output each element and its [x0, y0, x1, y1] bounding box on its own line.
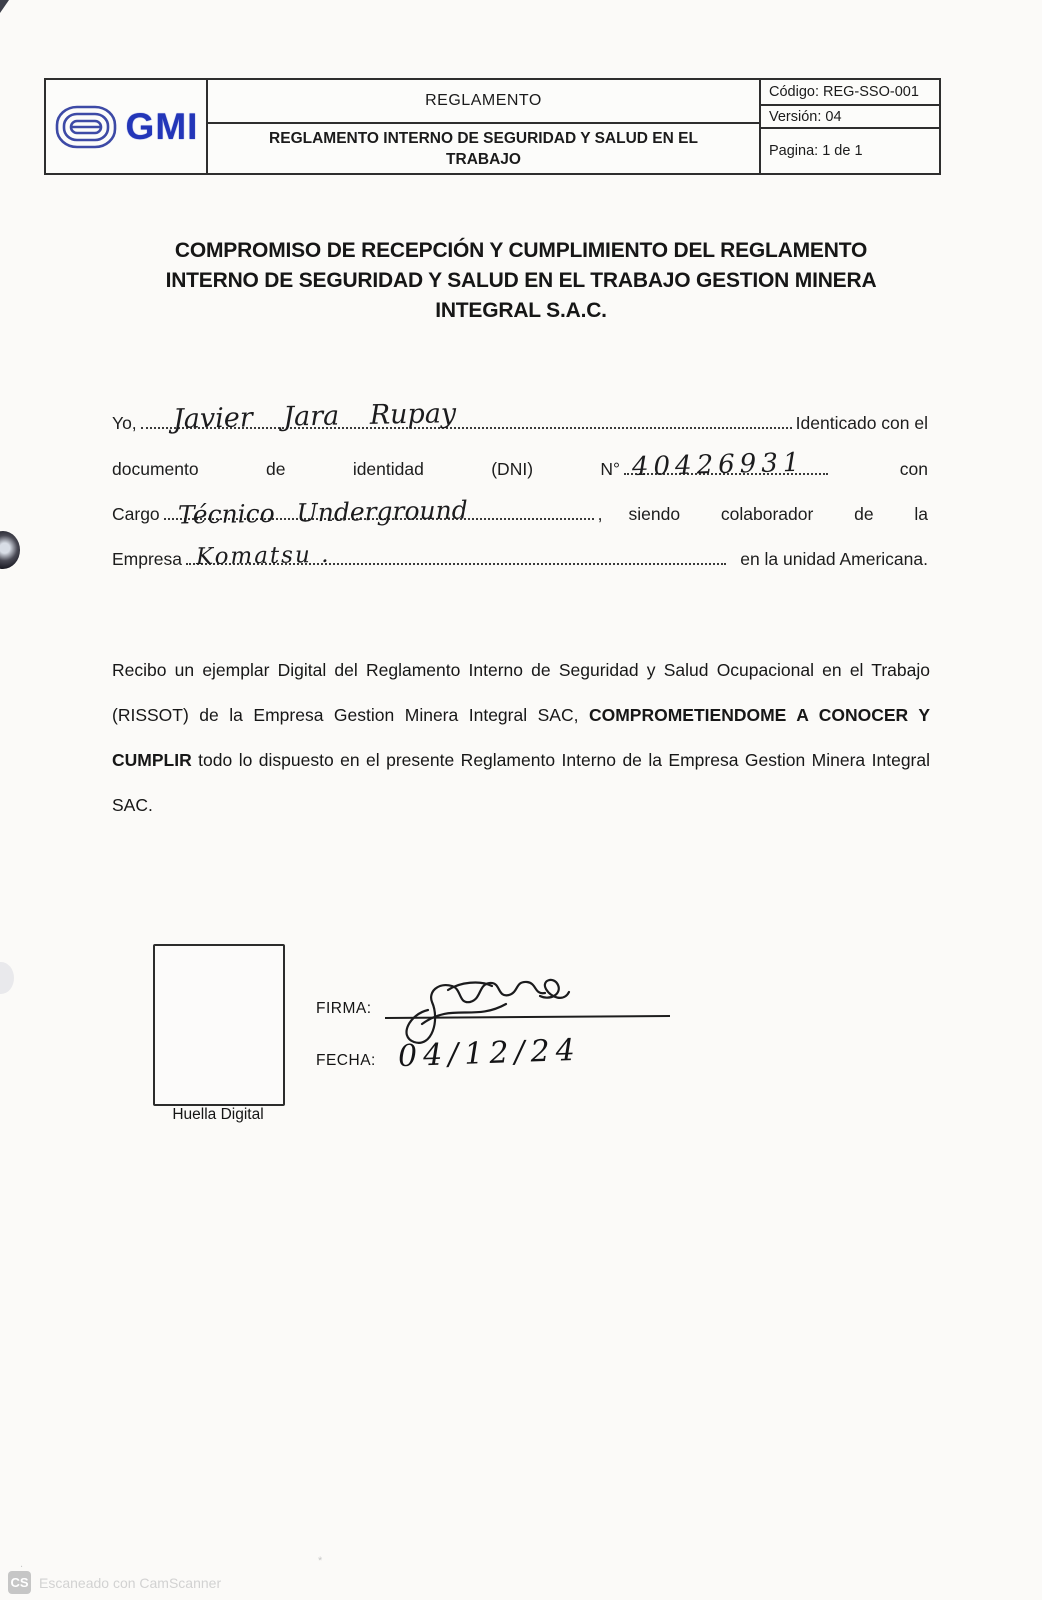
cargo-label: Cargo — [112, 503, 160, 524]
doc-page-count: Pagina: 1 de 1 — [769, 143, 863, 159]
word-documento: documento — [112, 458, 199, 479]
form-line-cargo — [112, 489, 928, 530]
firma-label: FIRMA: — [316, 1000, 372, 1017]
handwritten-name: Javier Jara Rupay — [172, 398, 457, 435]
page-title — [70, 236, 972, 326]
camscanner-watermark — [8, 1571, 221, 1594]
dni-field — [600, 447, 832, 483]
empresa-label: Empresa — [112, 548, 183, 569]
empresa-field — [182, 541, 730, 571]
numero-label: N° — [600, 458, 621, 479]
document-header-table — [44, 78, 941, 175]
unidad-label: en la unidad Americana. — [740, 548, 928, 569]
camscanner-text: Escaneado con CamScanner — [39, 1574, 222, 1591]
doc-version: Versión: 04 — [761, 106, 939, 129]
scan-speckle: * — [318, 1555, 323, 1567]
fingerprint-box — [153, 944, 285, 1106]
header-right-column — [759, 80, 939, 173]
handwritten-empresa: Komatsu . — [195, 541, 331, 571]
handwritten-dni: 40426931 — [632, 447, 806, 483]
fecha-label: FECHA: — [316, 1052, 376, 1069]
scan-speckle: . — [20, 1558, 24, 1570]
paragraph-part-1: Recibo un ejemplar Digital del Reglamento Interno de Seguridad y Salud Ocupacional en el Trabajo (RISSOT) de la Empresa Gestion Minera Integral SAC, — [112, 659, 930, 725]
title-line-2: INTERNO DE SEGURIDAD Y SALUD EN EL TRABAJO GESTION MINERA — [165, 269, 877, 292]
cargo-line-words — [629, 505, 928, 523]
word-de: de — [854, 503, 874, 524]
paragraph-part-2: todo lo dispuesto en el presente Reglamento Interno de la Empresa Gestion Minera Integral SAC. — [112, 749, 930, 815]
title-line-1: COMPROMISO DE RECEPCIÓN Y CUMPLIMIENTO DEL REGLAMENTO — [174, 239, 868, 262]
scan-hole-artifact-dark — [0, 531, 20, 569]
commitment-paragraph — [112, 648, 930, 828]
yo-label: Yo, — [112, 412, 137, 433]
camscanner-badge-icon: CS — [8, 1571, 31, 1594]
word-la: la — [914, 503, 928, 524]
doc-type: REGLAMENTO — [208, 80, 759, 124]
doc-title: REGLAMENTO INTERNO DE SEGURIDAD Y SALUD EN EL TRABAJO — [269, 129, 698, 168]
scan-corner-mark — [0, 0, 9, 13]
dni-line-words — [112, 447, 928, 483]
cargo-field — [160, 495, 598, 530]
paragraph-bold: COMPROMETIENDOME A CONOCER Y CUMPLIR — [112, 704, 931, 770]
name-field — [137, 398, 796, 435]
form-line-empresa — [112, 534, 928, 571]
form-line-name — [112, 398, 928, 435]
word-colaborador: colaborador — [720, 503, 814, 524]
identicado-label: Identicado con el — [795, 412, 928, 433]
header-middle-column — [208, 80, 759, 173]
gmi-spiral-logo-icon — [54, 101, 120, 153]
comma: , — [597, 503, 603, 524]
word-identidad: identidad — [352, 458, 424, 479]
company-logo — [46, 80, 208, 173]
word-dni: (DNI) — [491, 458, 534, 479]
handwritten-date: 04/12/24 — [397, 1032, 582, 1075]
word-de: de — [265, 458, 286, 479]
title-line-3: INTEGRAL S.A.C. — [435, 299, 607, 322]
logo-text: GMI — [125, 105, 199, 147]
form-line-dni — [112, 444, 928, 483]
fingerprint-label: Huella Digital — [172, 1106, 264, 1123]
scan-hole-artifact-faint — [0, 962, 14, 994]
word-siendo: siendo — [628, 503, 681, 524]
word-con: con — [899, 458, 928, 479]
doc-code: Código: REG-SSO-001 — [761, 80, 939, 106]
handwritten-cargo: Técnico Underground — [177, 495, 468, 530]
